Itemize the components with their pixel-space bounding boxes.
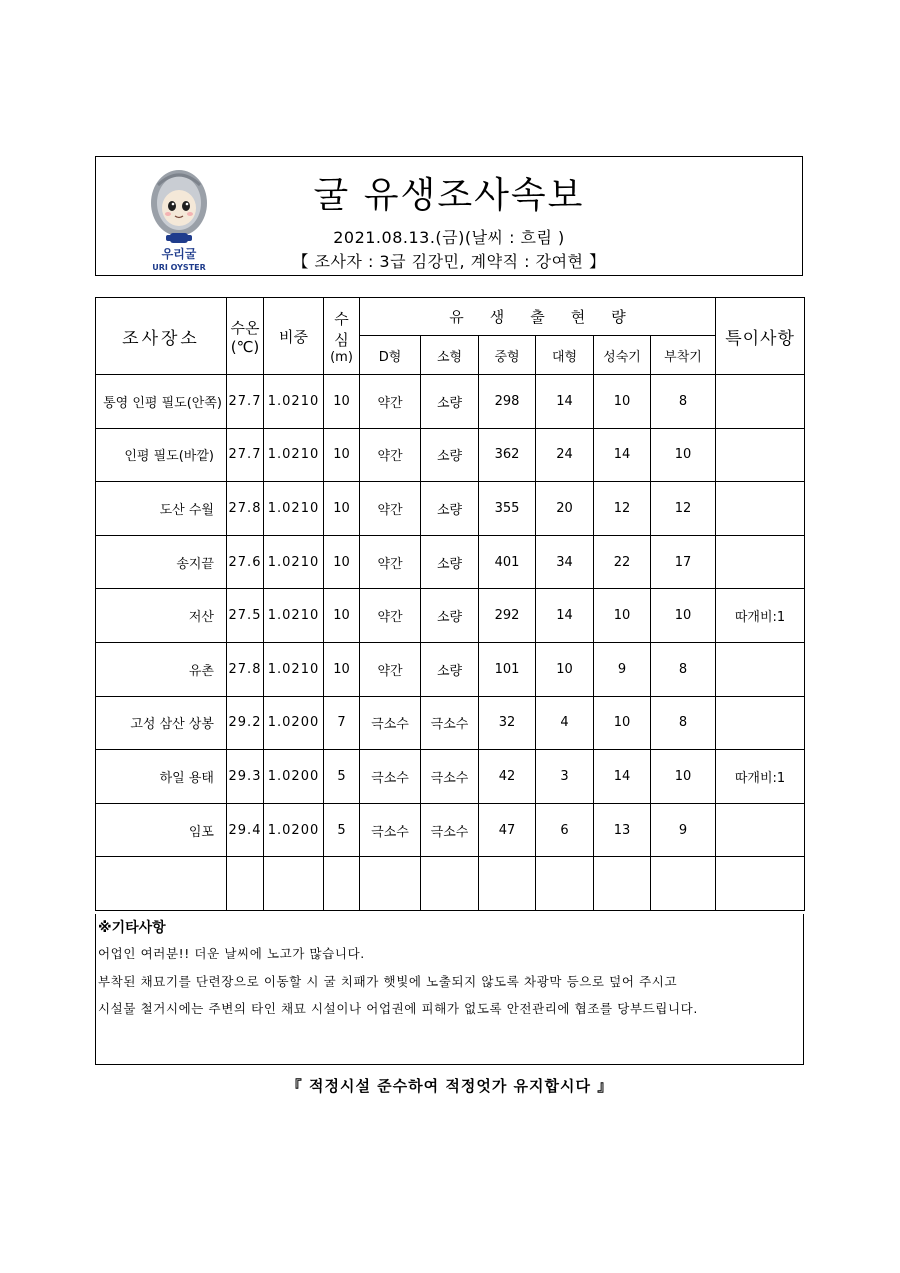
header-large-type: 대형	[536, 336, 594, 375]
depth-cell: 7	[324, 696, 360, 750]
large-type-cell: 20	[536, 482, 594, 536]
settle-cell: 8	[651, 696, 716, 750]
gravity-cell: 1.0210	[264, 428, 324, 482]
page-title: 굴 유생조사속보	[313, 175, 585, 216]
mature-cell: 14	[594, 428, 651, 482]
logo-text-en: URI OYSTER	[152, 263, 206, 272]
mature-cell: 22	[594, 535, 651, 589]
mature-cell: 10	[594, 375, 651, 429]
temp-cell: 29.2	[227, 696, 264, 750]
medium-type-cell: 292	[479, 589, 536, 643]
depth-cell: 5	[324, 803, 360, 857]
large-type-cell: 24	[536, 428, 594, 482]
empty-cell	[421, 857, 479, 911]
large-type-cell: 6	[536, 803, 594, 857]
table-row	[96, 803, 805, 857]
site-cell: 저산	[96, 589, 227, 643]
site-cell: 도산 수월	[96, 482, 227, 536]
table-row	[96, 696, 805, 750]
site-cell: 유촌	[96, 642, 227, 696]
table-row-empty	[96, 857, 805, 911]
small-type-cell: 소량	[421, 375, 479, 429]
large-type-cell: 34	[536, 535, 594, 589]
header-site: 조사장소	[96, 298, 227, 375]
gravity-cell: 1.0210	[264, 482, 324, 536]
empty-cell	[227, 857, 264, 911]
note-cell	[716, 696, 805, 750]
header-notes: 특이사항	[716, 298, 805, 375]
temp-cell: 27.7	[227, 428, 264, 482]
site-cell: 임포	[96, 803, 227, 857]
note-cell: 따개비:1	[716, 750, 805, 804]
report-header	[95, 156, 803, 276]
mature-cell: 13	[594, 803, 651, 857]
header-settlement-stage: 부착기	[651, 336, 716, 375]
medium-type-cell: 401	[479, 535, 536, 589]
table-row	[96, 535, 805, 589]
empty-cell	[360, 857, 421, 911]
note-cell	[716, 803, 805, 857]
header-medium-type: 중형	[479, 336, 536, 375]
table-row	[96, 750, 805, 804]
gravity-cell: 1.0200	[264, 696, 324, 750]
d-type-cell: 약간	[360, 482, 421, 536]
mature-cell: 12	[594, 482, 651, 536]
site-cell: 인평 필도(바깥)	[96, 428, 227, 482]
small-type-cell: 극소수	[421, 750, 479, 804]
medium-type-cell: 47	[479, 803, 536, 857]
header-small-type: 소형	[421, 336, 479, 375]
logo-text-ko: 우리굴	[161, 247, 197, 261]
empty-cell	[594, 857, 651, 911]
d-type-cell: 약간	[360, 375, 421, 429]
table-row	[96, 428, 805, 482]
empty-cell	[716, 857, 805, 911]
small-type-cell: 소량	[421, 642, 479, 696]
note-cell	[716, 642, 805, 696]
empty-cell	[536, 857, 594, 911]
medium-type-cell: 42	[479, 750, 536, 804]
small-type-cell: 소량	[421, 482, 479, 536]
note-line: 시설물 철거시에는 주변의 타인 채묘 시설이나 어업권에 피해가 없도록 안전관리에 협조를 당부드립니다.	[98, 1001, 698, 1016]
header-d-type: D형	[360, 336, 421, 375]
d-type-cell: 약간	[360, 535, 421, 589]
large-type-cell: 3	[536, 750, 594, 804]
header-larvae-group: 유생출현량	[360, 298, 716, 336]
small-type-cell: 소량	[421, 428, 479, 482]
mature-cell: 14	[594, 750, 651, 804]
mature-cell: 9	[594, 642, 651, 696]
mature-cell: 10	[594, 589, 651, 643]
note-cell	[716, 428, 805, 482]
settle-cell: 9	[651, 803, 716, 857]
medium-type-cell: 101	[479, 642, 536, 696]
d-type-cell: 약간	[360, 428, 421, 482]
header-row-1	[96, 298, 805, 336]
surveyor-line: 【 조사자 : 3급 김강민, 계약직 : 강여현 】	[292, 252, 606, 271]
depth-cell: 10	[324, 535, 360, 589]
gravity-cell: 1.0210	[264, 589, 324, 643]
larvae-survey-table	[95, 297, 805, 911]
medium-type-cell: 298	[479, 375, 536, 429]
small-type-cell: 극소수	[421, 803, 479, 857]
table-row	[96, 482, 805, 536]
settle-cell: 17	[651, 535, 716, 589]
settle-cell: 8	[651, 375, 716, 429]
temp-cell: 29.3	[227, 750, 264, 804]
medium-type-cell: 32	[479, 696, 536, 750]
depth-cell: 10	[324, 482, 360, 536]
note-line: 어업인 여러분!! 더운 날씨에 노고가 많습니다.	[98, 946, 365, 961]
d-type-cell: 약간	[360, 589, 421, 643]
depth-cell: 10	[324, 375, 360, 429]
note-cell	[716, 482, 805, 536]
gravity-cell: 1.0200	[264, 750, 324, 804]
temp-cell: 27.6	[227, 535, 264, 589]
medium-type-cell: 355	[479, 482, 536, 536]
depth-cell: 10	[324, 589, 360, 643]
large-type-cell: 4	[536, 696, 594, 750]
temp-cell: 27.5	[227, 589, 264, 643]
site-cell: 고성 삼산 상봉	[96, 696, 227, 750]
empty-cell	[324, 857, 360, 911]
d-type-cell: 극소수	[360, 803, 421, 857]
temp-cell: 27.7	[227, 375, 264, 429]
large-type-cell: 14	[536, 375, 594, 429]
gravity-cell: 1.0210	[264, 375, 324, 429]
site-cell: 하일 용태	[96, 750, 227, 804]
note-line: 부착된 채묘기를 단련장으로 이동할 시 굴 치패가 햇빛에 노출되지 않도록 차광막 등으로 덮어 주시고	[98, 974, 678, 989]
small-type-cell: 소량	[421, 589, 479, 643]
footer-slogan: 『 적정시설 준수하여 적정엇가 유지합시다 』	[286, 1077, 614, 1095]
temp-cell: 27.8	[227, 482, 264, 536]
d-type-cell: 약간	[360, 642, 421, 696]
gravity-cell: 1.0200	[264, 803, 324, 857]
gravity-cell: 1.0210	[264, 642, 324, 696]
depth-cell: 10	[324, 428, 360, 482]
settle-cell: 10	[651, 428, 716, 482]
header-temp: 수온 (℃)	[227, 298, 264, 375]
header-gravity: 비중	[264, 298, 324, 375]
depth-cell: 10	[324, 642, 360, 696]
gravity-cell: 1.0210	[264, 535, 324, 589]
temp-cell: 29.4	[227, 803, 264, 857]
settle-cell: 12	[651, 482, 716, 536]
large-type-cell: 10	[536, 642, 594, 696]
notes-title: ※기타사항	[98, 920, 166, 936]
empty-cell	[264, 857, 324, 911]
other-notes-box	[95, 914, 804, 1065]
table-row	[96, 642, 805, 696]
small-type-cell: 극소수	[421, 696, 479, 750]
temp-cell: 27.8	[227, 642, 264, 696]
large-type-cell: 14	[536, 589, 594, 643]
settle-cell: 8	[651, 642, 716, 696]
table-row	[96, 375, 805, 429]
depth-cell: 5	[324, 750, 360, 804]
mature-cell: 10	[594, 696, 651, 750]
date-weather-line: 2021.08.13.(금)(날씨 : 흐림 )	[333, 228, 565, 247]
d-type-cell: 극소수	[360, 750, 421, 804]
empty-cell	[651, 857, 716, 911]
table-row	[96, 589, 805, 643]
note-cell	[716, 535, 805, 589]
note-cell	[716, 375, 805, 429]
empty-cell	[96, 857, 227, 911]
medium-type-cell: 362	[479, 428, 536, 482]
small-type-cell: 소량	[421, 535, 479, 589]
d-type-cell: 극소수	[360, 696, 421, 750]
header-depth: 수 심 (m)	[324, 298, 360, 375]
empty-cell	[479, 857, 536, 911]
settle-cell: 10	[651, 589, 716, 643]
note-cell: 따개비:1	[716, 589, 805, 643]
site-cell: 송지끝	[96, 535, 227, 589]
settle-cell: 10	[651, 750, 716, 804]
header-mature-stage: 성숙기	[594, 336, 651, 375]
site-cell: 통영 인평 필도(안쪽)	[96, 375, 227, 429]
